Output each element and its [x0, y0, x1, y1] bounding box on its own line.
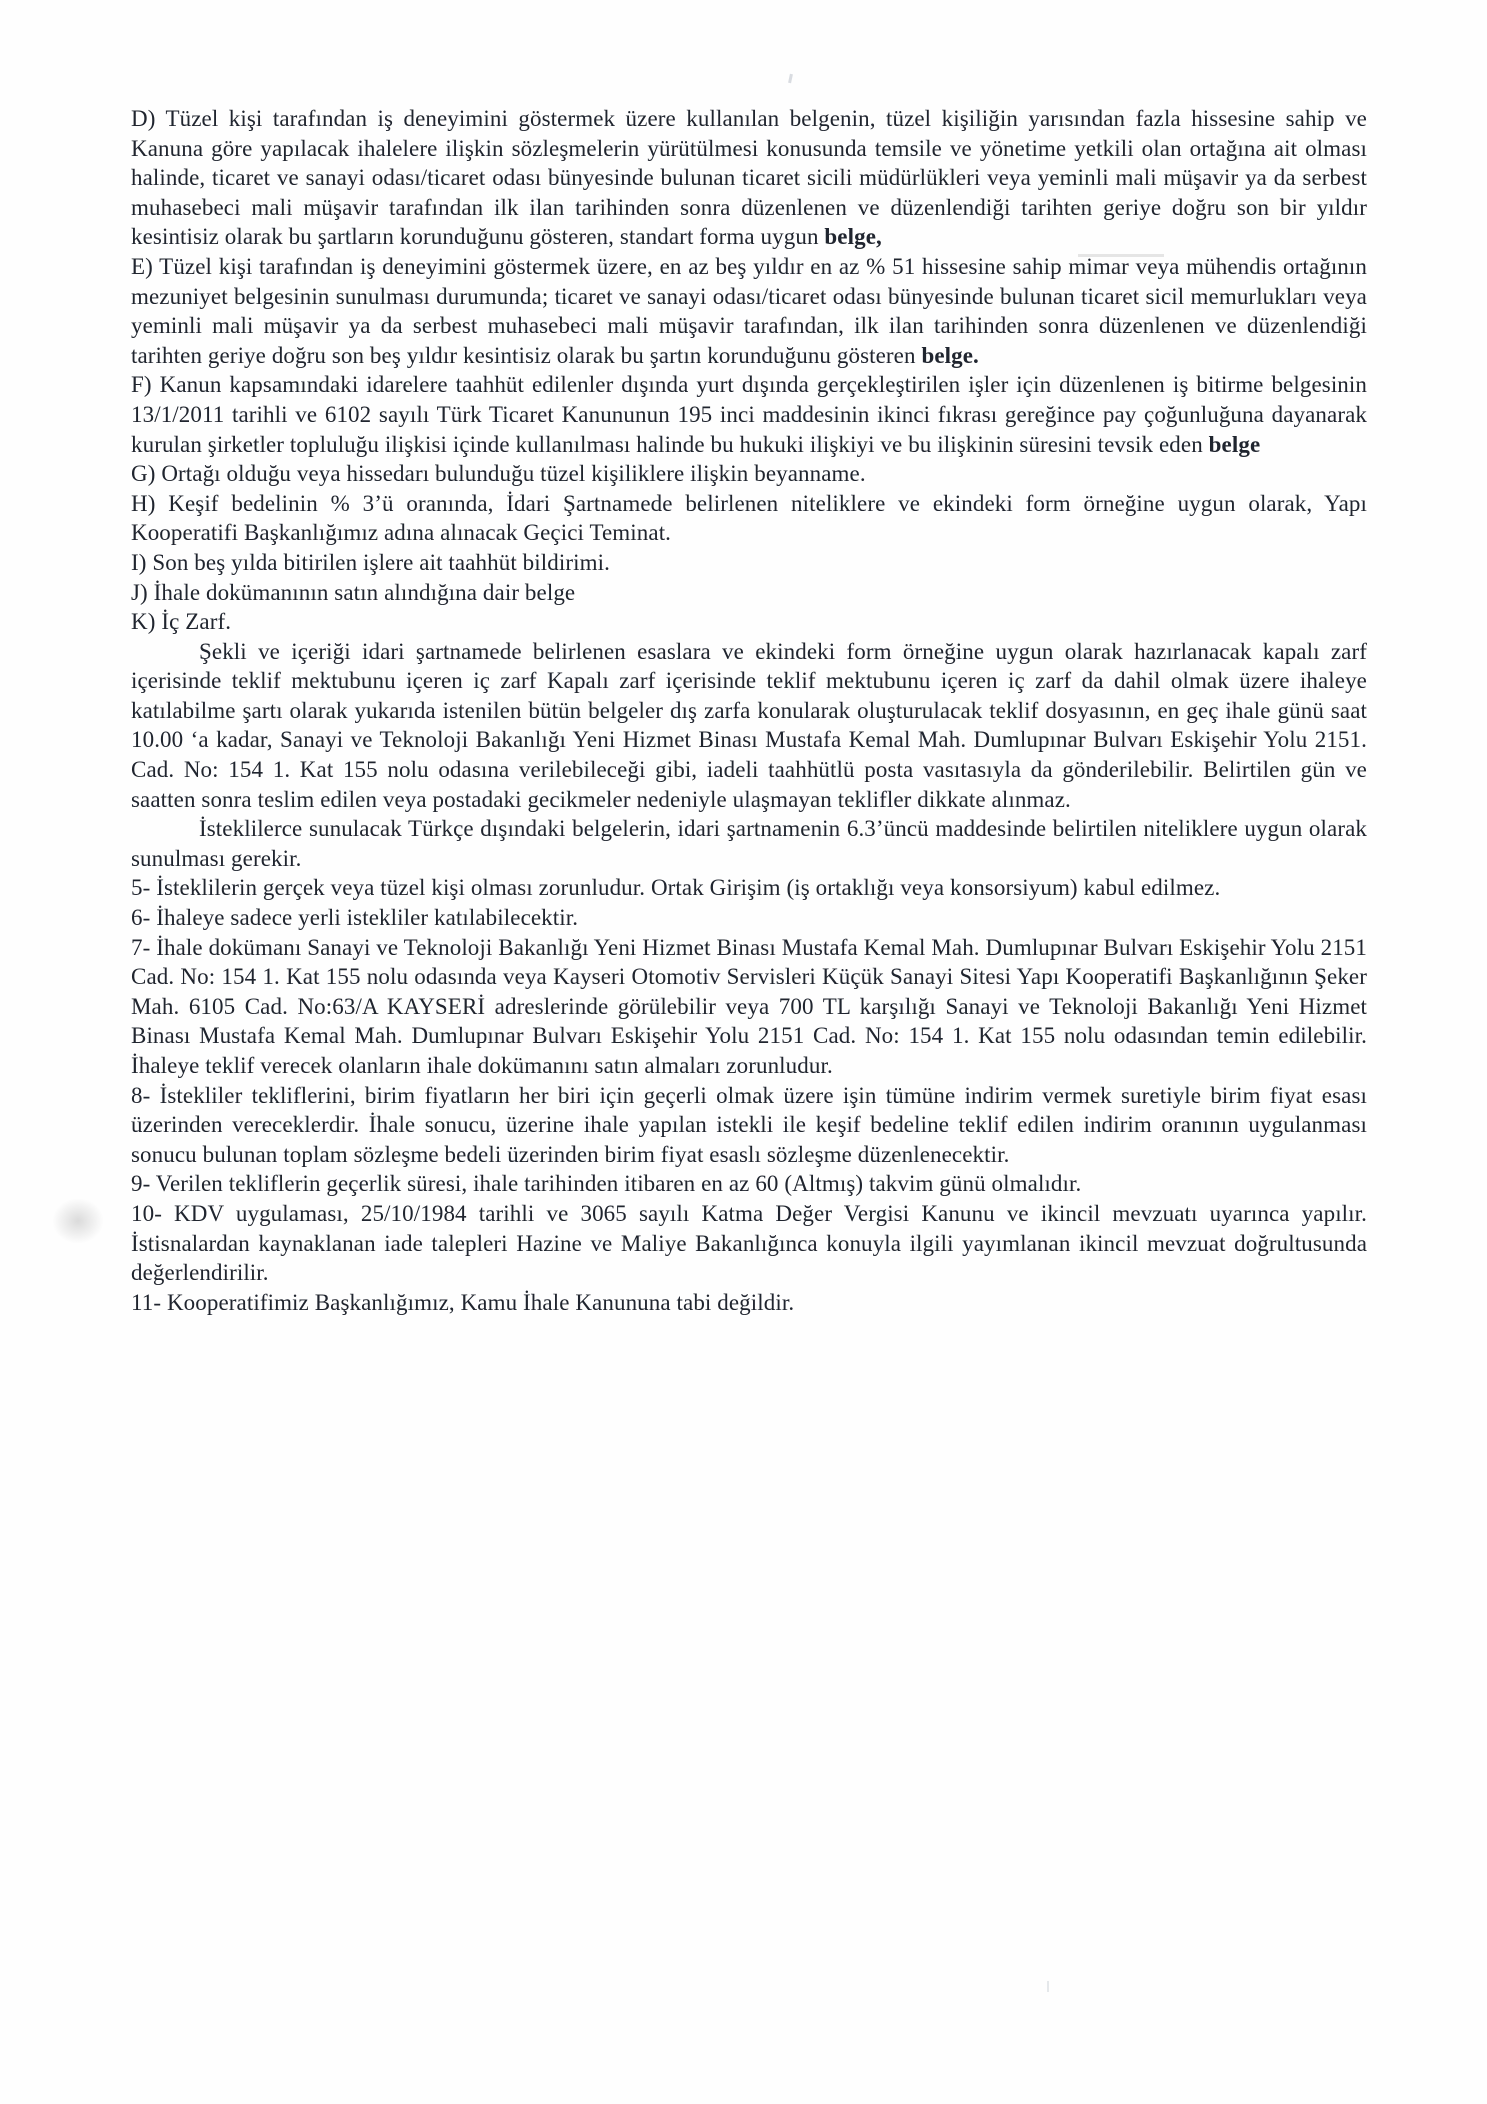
- doc-item-11: 11- Kooperatifimiz Başkanlığımız, Kamu İhale Kanununa tabi değildir.: [131, 1289, 795, 1315]
- doc-item-8: 8- İstekliler tekliflerini, birim fiyatların her biri için geçerli olmak üzere işin tümüne indirim vermek suretiyle birim fiyat esası üzerinden vereceklerdir. İhale sonucu, üzerine ihale yapılan istekli ile keşif bedeline teklif edilen indirim oranının uygulanması sonucu bulunan toplam sözleşme bedeli üzerinden birim fiyat esaslı sözleşme düzenlenecektir.: [131, 1082, 1367, 1167]
- doc-item-j: J) İhale dokümanının satın alındığına dair belge: [131, 579, 576, 605]
- doc-item-f-text: F) Kanun kapsamındaki idarelere taahhüt edilenler dışında yurt dışında gerçekleştirilen işler için düzenlenen iş bitirme belgesinin 13/1/2011 tarihli ve 6102 sayılı Türk Ticaret Kanununun 195 inci maddesinin ikinci fıkrası gereğince pay çoğunluğuna dayanarak kurulan şirketler topluluğu ilişkisi içinde kullanılması halinde bu hukuki ilişkiyi ve bu ilişkinin süresini tevsik eden: [131, 372, 1367, 457]
- doc-item-5: 5- İsteklilerin gerçek veya tüzel kişi olması zorunludur. Ortak Girişim (iş ortaklığı veya konsorsiyum) kabul edilmez.: [131, 875, 1221, 901]
- doc-item-9: 9- Verilen tekliflerin geçerlik süresi, ihale tarihinden itibaren en az 60 (Altmış) takvim günü olmalıdır.: [131, 1171, 1082, 1197]
- doc-paragraph-foreign-documents: İsteklilerce sunulacak Türkçe dışındaki belgelerin, idari şartnamenin 6.3’üncü maddesinde belirtilen niteliklere uygun olarak sunulması gerekir.: [131, 816, 1367, 871]
- doc-item-10: 10- KDV uygulaması, 25/10/1984 tarihli ve 3065 sayılı Katma Değer Vergisi Kanunu ve ikincil mevzuatı uyarınca yapılır. İstisnalardan kaynaklanan iade talepleri Hazine ve Maliye Bakanlığınca konuyla ilgili yayımlanan ikincil mevzuat doğrultusunda değerlendirilir.: [131, 1200, 1367, 1286]
- doc-item-6: 6- İhaleye sadece yerli istekliler katılabilecektir.: [131, 905, 579, 931]
- doc-item-i: I) Son beş yılda bitirilen işlere ait taahhüt bildirimi.: [131, 549, 610, 575]
- document-text-block: [131, 104, 1367, 1317]
- doc-item-f-bold: belge: [1208, 431, 1261, 457]
- doc-item-f: [131, 370, 1367, 459]
- doc-item-7: 7- İhale dokümanı Sanayi ve Teknoloji Bakanlığı Yeni Hizmet Binası Mustafa Kemal Mah. Dumlupınar Bulvarı Eskişehir Yolu 2151 Cad. No: 154 1. Kat 155 nolu odasında veya Kayseri Otomotiv Servisleri Küçük Sanayi Sitesi Yapı Kooperatifi Başkanlığının Şeker Mah. 6105 Cad. No:63/A KAYSERİ adreslerinde görülebilir veya 700 TL karşılığı Sanayi ve Teknoloji Bakanlığı Yeni Hizmet Binası Mustafa Kemal Mah. Dumlupınar Bulvarı Eskişehir Yolu 2151 Cad. No: 154 1. Kat 155 nolu odasından temin edilebilir. İhaleye teklif verecek olanların ihale dokümanını satın almaları zorunludur.: [131, 934, 1367, 1078]
- scan-speck-top: [788, 74, 793, 83]
- doc-item-d-text: D) Tüzel kişi tarafından iş deneyimini göstermek üzere kullanılan belgenin, tüzel kişiliğin yarısından fazla hissesine sahip ve Kanuna göre yapılacak ihalelere ilişkin sözleşmelerin yürütülmesi konusunda temsile ve yönetime yetkili olan ortağına ait olması halinde, ticaret ve sanayi odası/ticaret odası bünyesinde bulunan ticaret sicili müdürlükleri veya yeminli mali müşavir ya da serbest muhasebeci mali müşavir tarafından ilk ilan tarihinden sonra düzenlenen ve düzenlendiği tarihten geriye doğru son bir yıldır kesintisiz olarak bu şartların korunduğunu gösteren, standart forma uygun: [131, 106, 1367, 250]
- doc-item-e: [131, 252, 1367, 370]
- doc-paragraph-envelope-rules: Şekli ve içeriği idari şartnamede belirlenen esaslara ve ekindeki form örneğine uygun olarak hazırlanacak kapalı zarf içerisinde teklif mektubunu içeren iç zarf Kapalı zarf içerisinde teklif mektubunu içeren iç zarf da dahil olmak üzere ihaleye katılabilme şartı olarak yukarıda istenilen bütün belgeler dış zarfa konularak oluşturulacak teklif dosyasının, en geç ihale günü saat 10.00 ‘a kadar, Sanayi ve Teknoloji Bakanlığı Yeni Hizmet Binası Mustafa Kemal Mah. Dumlupınar Bulvarı Eskişehir Yolu 2151. Cad. No: 154 1. Kat 155 nolu odasına verilebileceği gibi, iadeli taahhütlü posta vasıtasıyla da gönderilebilir. Belirtilen gün ve saatten sonra teslim edilen veya postadaki gecikmeler nedeniyle ulaşmayan teklifler dikkate alınmaz.: [131, 638, 1367, 812]
- doc-item-d-bold: belge,: [824, 224, 882, 250]
- doc-item-e-bold: belge.: [921, 342, 979, 368]
- doc-item-k: K) İç Zarf.: [131, 609, 232, 635]
- doc-item-e-text: E) Tüzel kişi tarafından iş deneyimini göstermek üzere, en az beş yıldır en az % 51 hissesine sahip mimar veya mühendis ortağının mezuniyet belgesinin sunulması durumunda; ticaret ve sanayi odası/ticaret odası bünyesinde bulunan ticaret sicil memurlukları veya yeminli mali müşavir ya da serbest muhasebeci mali müşavir tarafından, ilk ilan tarihinden sonra düzenlenen ve düzenlendiği tarihten geriye doğru son beş yıldır kesintisiz olarak bu şartın korunduğunu gösteren: [131, 253, 1367, 368]
- scan-smudge-left-margin: [52, 1198, 104, 1244]
- scan-speck-bottom: [1047, 1981, 1049, 1992]
- doc-item-g: G) Ortağı olduğu veya hissedarı bulunduğu tüzel kişiliklere ilişkin beyanname.: [131, 461, 866, 487]
- doc-item-d: [131, 104, 1367, 252]
- doc-item-h: H) Keşif bedelinin % 3’ü oranında, İdari Şartnamede belirlenen niteliklere ve ekindeki form örneğine uygun olarak, Yapı Kooperatifi Başkanlığımız adına alınacak Geçici Teminat.: [131, 490, 1367, 546]
